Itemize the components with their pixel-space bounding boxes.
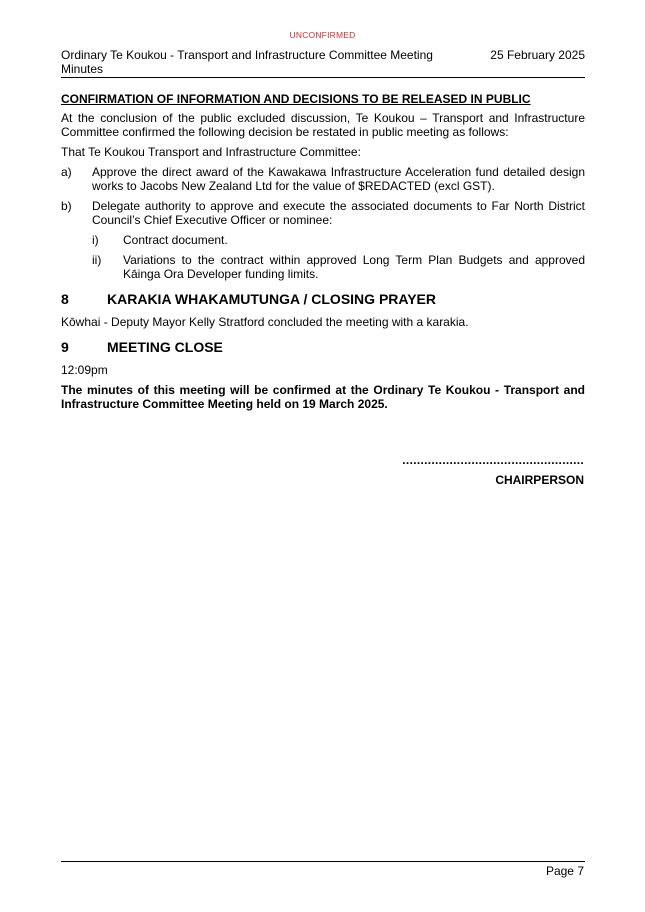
meeting-close-time: 12:09pm bbox=[61, 363, 108, 377]
unconfirmed-watermark: UNCONFIRMED bbox=[289, 30, 356, 40]
confirmation-statement: The minutes of this meeting will be confirmed at the Ordinary Te Koukou - Transport and Infrastructure Committee Meeting held on 19 March 2025. bbox=[61, 383, 585, 411]
signature-line: .................................................. bbox=[402, 453, 584, 467]
section-8-heading bbox=[61, 291, 585, 308]
section-title: KARAKIA WHAKAMUTUNGA / CLOSING PRAYER bbox=[107, 291, 436, 307]
item-text: Approve the direct award of the Kawakawa Infrastructure Acceleration fund detailed design works to Jacobs New Zealand Ltd for the value of $REDACTED (excl GST). bbox=[92, 165, 585, 193]
resolution-item-b bbox=[61, 199, 585, 227]
item-text: Delegate authority to approve and execute the associated documents to Far North District Council’s Chief Executive Officer or nominee: bbox=[92, 199, 585, 227]
resolution-lead: That Te Koukou Transport and Infrastructure Committee: bbox=[61, 145, 361, 159]
subitem-label: i) bbox=[92, 233, 99, 247]
item-label: b) bbox=[61, 199, 72, 213]
subitem-i bbox=[92, 233, 585, 247]
section-title: MEETING CLOSE bbox=[107, 339, 223, 355]
section-9-heading bbox=[61, 339, 585, 356]
signature-role: CHAIRPERSON bbox=[495, 473, 584, 487]
confirmation-intro: At the conclusion of the public excluded discussion, Te Koukou – Transport and Infrastructure Committee confirmed the following decision be restated in public meeting as follows: bbox=[61, 111, 585, 139]
resolution-item-a bbox=[61, 165, 585, 193]
minutes-body bbox=[61, 92, 585, 417]
resolution-subitems bbox=[92, 233, 585, 281]
confirmation-heading: CONFIRMATION OF INFORMATION AND DECISIONS TO BE RELEASED IN PUBLIC bbox=[61, 92, 531, 106]
footer-divider bbox=[61, 861, 585, 862]
section-number: 9 bbox=[61, 339, 69, 355]
page-header bbox=[61, 48, 585, 78]
signature-block bbox=[402, 453, 584, 487]
section-number: 8 bbox=[61, 291, 69, 307]
meeting-date: 25 February 2025 bbox=[490, 48, 585, 62]
page-number: Page 7 bbox=[545, 864, 584, 878]
subitem-ii bbox=[92, 253, 585, 281]
subitem-label: ii) bbox=[92, 253, 102, 267]
item-label: a) bbox=[61, 165, 72, 179]
closing-prayer-text: Kōwhai - Deputy Mayor Kelly Stratford concluded the meeting with a karakia. bbox=[61, 315, 469, 329]
document-title: Ordinary Te Koukou - Transport and Infrastructure Committee Meeting Minutes bbox=[61, 48, 433, 76]
subitem-text: Variations to the contract within approved Long Term Plan Budgets and approved Kāinga Ora Developer funding limits. bbox=[123, 253, 585, 281]
subitem-text: Contract document. bbox=[123, 233, 228, 247]
